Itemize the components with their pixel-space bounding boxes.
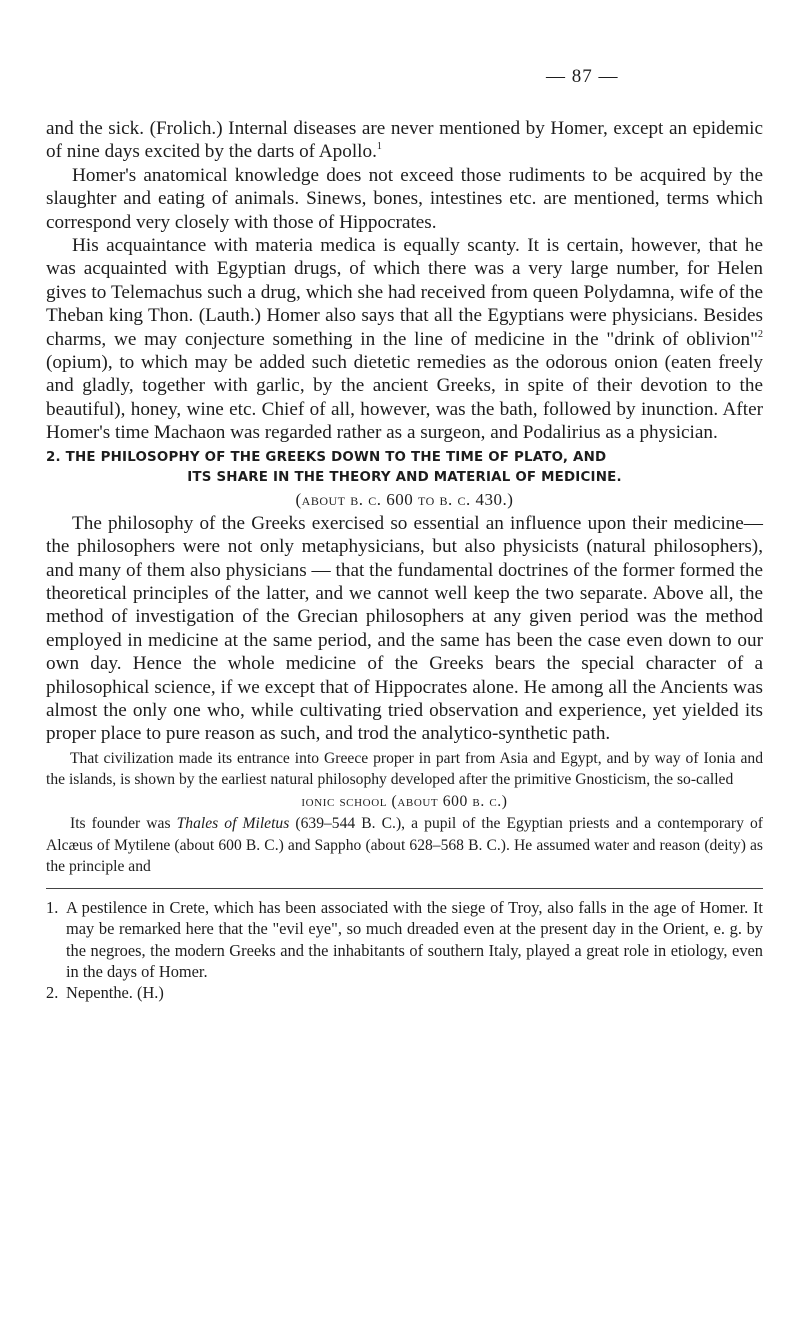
- small-print-section: [46, 748, 763, 878]
- page-number: — 87 —: [546, 66, 619, 87]
- footnote-number: 1.: [46, 897, 59, 917]
- footnote-text: A pestilence in Crete, which has been associated with the siege of Troy, also falls in the age of Homer. It may be remarked here that the "evil eye", so much dreaded even at the present day in the Orient, e. g. by the negroes, the modern Greeks and the inhabitants of southern Italy, played a great role in etiology, even in the days of Homer.: [66, 897, 763, 981]
- thales-name: Thales of Miletus: [176, 814, 290, 832]
- paragraph-anatomy: Homer's anatomical knowledge does not exceed those rudiments to be acquired by the slaughter and eating of animals. Sinews, bones, intestines etc. are mentioned, terms which correspond very closely with those of Hippocrates.: [46, 164, 763, 233]
- small-paragraph-thales: [46, 813, 763, 878]
- thales-text-after: (639–544 B. C.), a pupil of the Egyptian priests and a contemporary of Alcæus of Mytilene (about 600 B. C.) and Sappho (about 628–568 B. C.). He assumed water and reason (deity) as the principle and: [46, 814, 763, 876]
- footnote-text: Nepenthe. (H.): [66, 983, 164, 1003]
- footnote-2: [46, 982, 763, 1003]
- footnote-1: [46, 897, 763, 983]
- paragraph-greek-philosophy: The philosophy of the Greeks exercised so essential an influence upon their medicine—the philosophers were not only metaphysicians, but also physicists (natural philosophers), and many of them also physicians — that the fundamental doctrines of the former formed the theoretical principles of the latter, and we cannot well keep the two separate. Above all, the method of investigation of the Grecian philosophers at any given period was the method employed in medicine at the same period, and the same has been the case even down to our own day. Hence the whole medicine of the Greeks bears the special character of a philosophical science, if we except that of Hippocrates alone. He among all the Ancients was almost the only one who, while cultivating tried observation and experience, yet yielded its proper place to pure reason as such, and trod the analytico-synthetic path.: [46, 512, 763, 745]
- ionic-school-subheading: ionic school (about 600 b. c.): [301, 792, 508, 810]
- footnote-divider: [46, 888, 763, 889]
- paragraph-materia-medica: [46, 234, 763, 445]
- section-heading-line-2: ITS SHARE IN THE THEORY AND MATERIAL OF MEDICINE.: [187, 469, 622, 485]
- thales-text-before: Its founder was: [70, 814, 177, 832]
- footnote-ref-2: 2: [758, 328, 763, 340]
- small-paragraph-civilization: That civilization made its entrance into Greece proper in part from Asia and Egypt, and by way of Ionia and the islands, is shown by the earliest natural philosophy developed after the primitive Gnosticism, the so-called: [46, 749, 763, 789]
- section-heading-date: (about b. c. 600 to b. c. 430.): [295, 489, 514, 509]
- footnote-ref-1: 1: [376, 141, 382, 153]
- section-heading: [46, 448, 763, 512]
- section-heading-line-1: 2. THE PHILOSOPHY OF THE GREEKS DOWN TO THE TIME OF PLATO, AND: [46, 449, 607, 465]
- paragraph-text-before: His acquaintance with materia medica is equally scanty. It is certain, however, that he was acquainted with Egyptian drugs, of which there was a very large number, for Helen gives to Telemachus such a drug, which she had received from queen Polydamna, wife of the Theban king Thon. (Lauth.) Homer also says that all the Egyptians were physicians. Besides charms, we may conjecture something in the line of medicine in the "drink of oblivion": [46, 235, 763, 350]
- body-text: [46, 117, 763, 1004]
- paragraph-text: and the sick. (Frolich.) Internal diseases are never mentioned by Homer, except an epidemic of nine days excited by the darts of Apollo.: [46, 118, 763, 163]
- footnote-number: 2.: [46, 983, 59, 1003]
- paragraph-homer-diseases: [46, 117, 763, 164]
- footnotes: [46, 897, 763, 1004]
- paragraph-text-after: (opium), to which may be added such dietetic remedies as the odorous onion (eaten freely and gladly, together with garlic, by the ancient Greeks, in spite of their devotion to the beautiful), honey, wine etc. Chief of all, however, was the bath, followed by inunction. After Homer's time Machaon was regarded rather as a surgeon, and Podalirius as a physician.: [46, 352, 763, 444]
